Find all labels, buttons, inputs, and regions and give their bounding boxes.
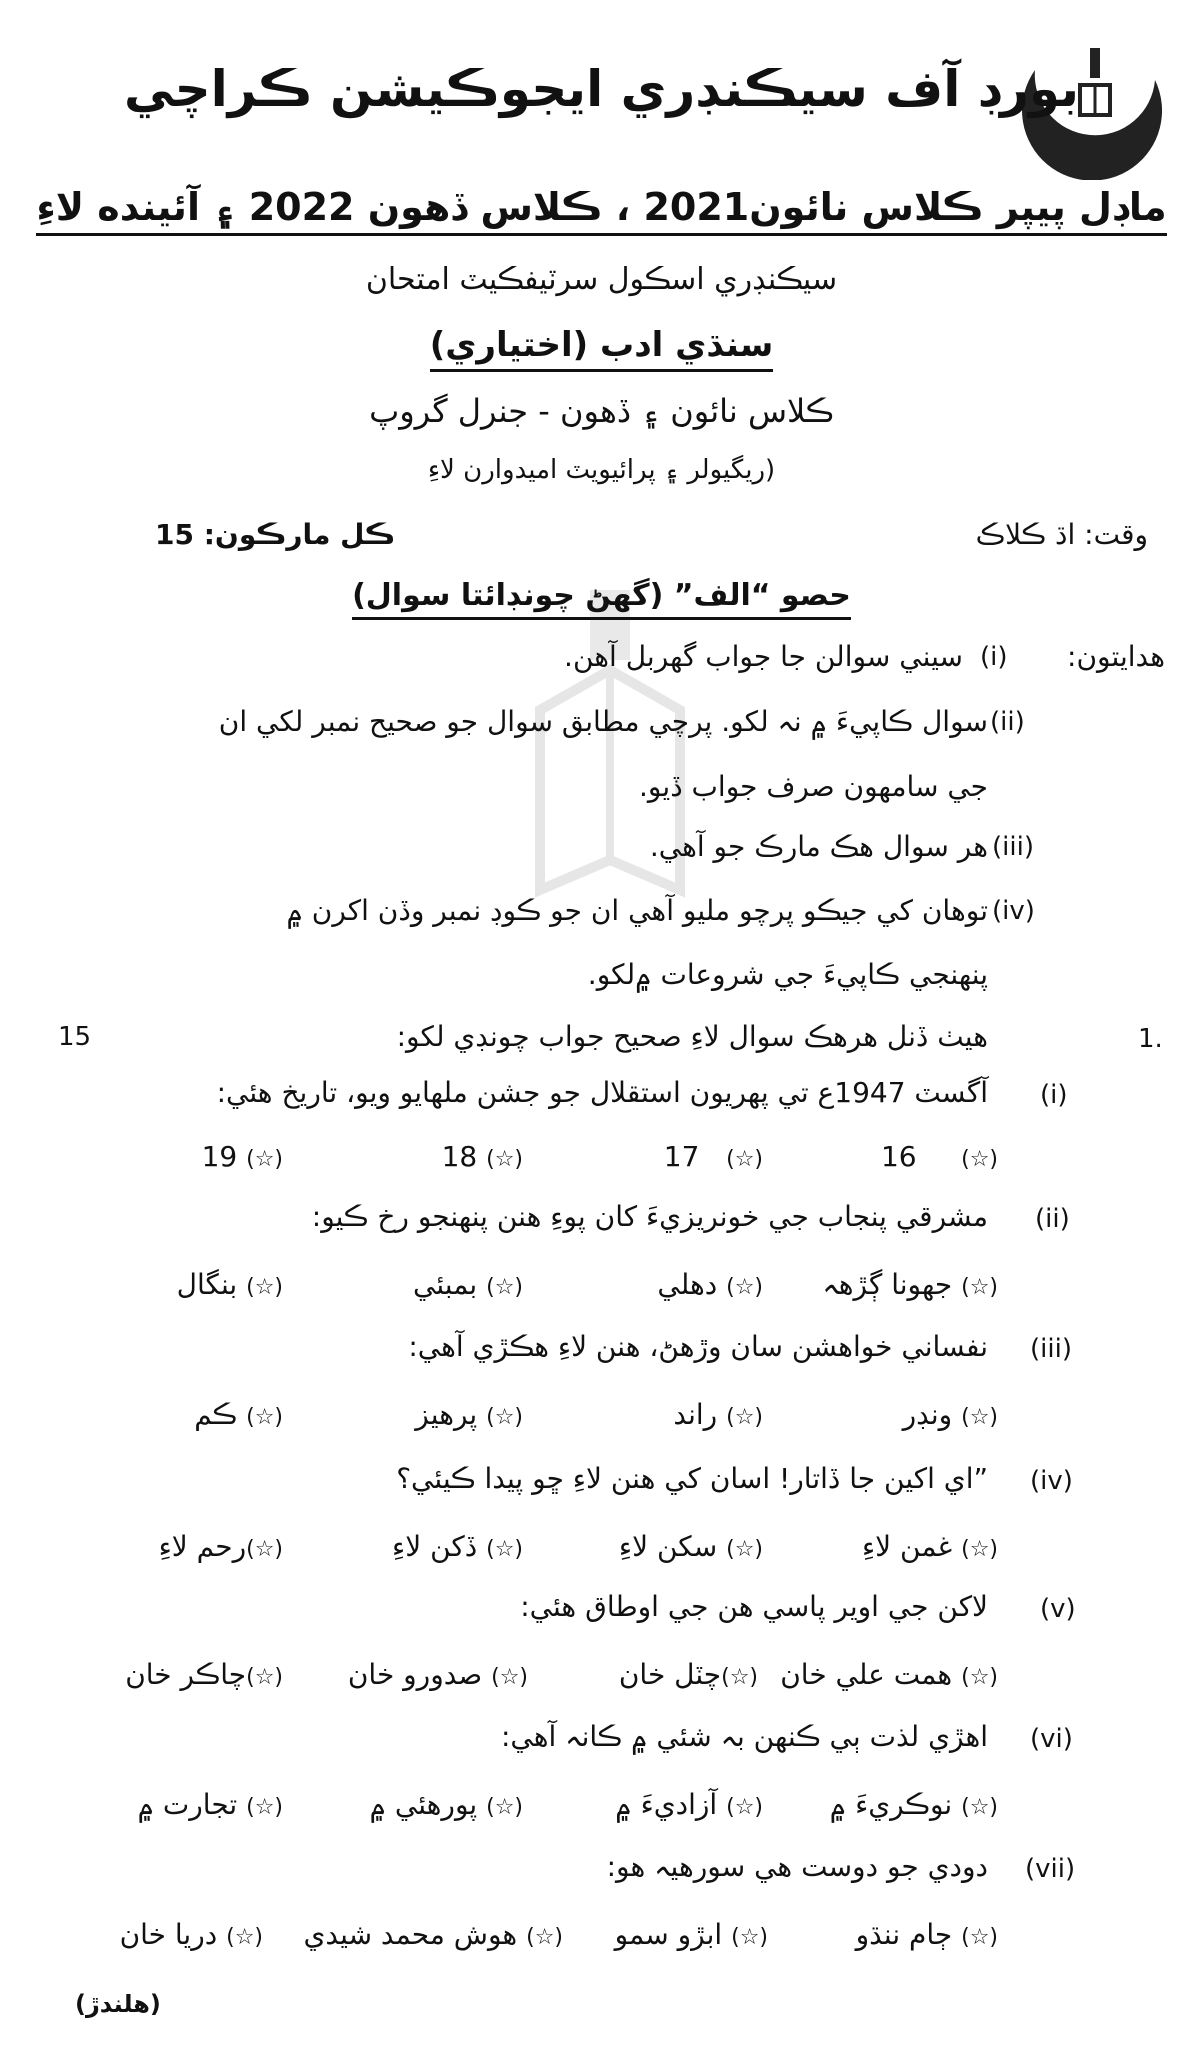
option-c[interactable] — [415, 1398, 523, 1431]
time-allowed: وقت: اڌ ڪلاڪ — [975, 518, 1148, 551]
option-text: غمن لاءِ — [862, 1530, 953, 1563]
part-number: (iv) — [1030, 1466, 1073, 1496]
option-text: ڪم — [194, 1398, 238, 1431]
option-c[interactable] — [392, 1530, 523, 1563]
instruction-number: (iii) — [992, 832, 1034, 862]
option-b[interactable] — [664, 1140, 763, 1173]
option-c[interactable] — [304, 1918, 564, 1951]
candidates-note: (ريگيولر ۽ پرائيويٽ اميدوارن لاءِ — [427, 455, 776, 485]
option-text: راند — [673, 1398, 718, 1431]
option-text: تجارت ۾ — [137, 1788, 238, 1821]
option-marker: (☆) — [526, 1925, 563, 1950]
option-text: پورهئي ۾ — [369, 1788, 478, 1821]
part-question-text: نفساني خواهشن سان وڙهڻ، هنن لاءِ هڪڙي آهي: — [408, 1330, 988, 1363]
option-text: چاڪر خان — [125, 1658, 247, 1691]
option-text: بنگال — [176, 1268, 238, 1301]
class-group: ڪلاس نائون ۽ ڏهون - جنرل گروپ — [369, 392, 834, 430]
option-text: ڏکن لاءِ — [392, 1530, 478, 1563]
instruction-text-continued: پنهنجي ڪاپيءَ جي شروعات ۾لکو. — [587, 958, 988, 991]
option-text: نوڪريءَ ۾ — [829, 1788, 953, 1821]
option-d[interactable] — [138, 1788, 283, 1821]
option-marker: (☆) — [961, 1925, 998, 1950]
option-a[interactable] — [780, 1658, 998, 1691]
option-marker: (☆) — [491, 1665, 528, 1690]
option-marker: (☆) — [961, 1405, 998, 1430]
option-text: بمبئي — [412, 1268, 478, 1301]
option-text: دهلي — [657, 1268, 718, 1301]
option-d[interactable] — [159, 1530, 283, 1563]
part-number: (ii) — [1035, 1204, 1070, 1234]
instruction-number: (ii) — [990, 707, 1025, 737]
option-text: 18 — [441, 1140, 478, 1173]
option-c[interactable] — [370, 1788, 523, 1821]
option-text: دريا خان — [119, 1918, 218, 1951]
model-paper-title — [0, 185, 1203, 229]
exam-name: سيڪنڊري اسڪول سرٽيفڪيٽ امتحان — [365, 262, 838, 297]
option-marker: (☆) — [726, 1275, 763, 1300]
option-marker: (☆) — [486, 1795, 523, 1820]
option-c[interactable] — [442, 1140, 523, 1173]
option-d[interactable] — [202, 1140, 283, 1173]
option-d[interactable] — [177, 1268, 283, 1301]
option-text: ابڙو سمو — [614, 1918, 723, 1951]
part-question-text: آگسٽ 1947ع تي پهريون استقلال جو جشن ملهايو ويو، تاريخ هئي: — [216, 1076, 988, 1109]
instruction-text: توهان کي جيڪو پرچو مليو آهي ان جو ڪوڊ نمبر وڏن اکرن ۾ — [286, 894, 988, 927]
option-text: صدورو خان — [347, 1658, 483, 1691]
option-marker: (☆) — [961, 1795, 998, 1820]
option-text: سکن لاءِ — [618, 1530, 718, 1563]
option-b[interactable] — [673, 1398, 763, 1431]
option-d[interactable] — [194, 1398, 283, 1431]
option-marker: (☆) — [726, 1147, 763, 1172]
board-title: بورڊ آف سيڪنڊري ايجوڪيشن ڪراچي — [124, 60, 1079, 118]
option-marker: (☆) — [486, 1405, 523, 1430]
option-b[interactable] — [619, 1530, 763, 1563]
part-number: (v) — [1040, 1594, 1076, 1624]
instruction-text: هر سوال هڪ مارڪ جو آهي. — [649, 830, 988, 863]
option-marker: (☆) — [486, 1537, 523, 1562]
option-text: ڄام ننڌو — [855, 1918, 953, 1951]
option-marker: (☆) — [731, 1925, 768, 1950]
option-a[interactable] — [862, 1530, 998, 1563]
question-text: هيٺ ڏنل هرهڪ سوال لاءِ صحيح جواب چونڊي لکو: — [396, 1020, 988, 1053]
instructions-label: هدايتون: — [1067, 640, 1165, 673]
option-a[interactable] — [903, 1398, 998, 1431]
option-d[interactable] — [120, 1918, 263, 1951]
part-question-text: ”اي اکين جا ڏاتار! اسان کي هنن لاءِ ڇو پيدا ڪيئي؟ — [396, 1462, 988, 1495]
section-heading-text: حصو “الف” (گهڻ چونڊائتا سوال) — [352, 578, 851, 620]
option-marker: (☆) — [246, 1795, 283, 1820]
option-d[interactable] — [125, 1658, 283, 1691]
option-a[interactable] — [830, 1788, 998, 1821]
option-marker: (☆) — [486, 1275, 523, 1300]
question-number: 1. — [1138, 1024, 1163, 1054]
option-text: هوش محمد شيدي — [303, 1918, 518, 1951]
option-text: 19 — [201, 1140, 238, 1173]
model-paper-title-text: ماڊل پيپر ڪلاس نائون2021 ، ڪلاس ڏهون 2022 ۽ آئينده لاءِ — [36, 185, 1166, 236]
option-text: جهونا ڳڙهہ — [822, 1268, 953, 1301]
option-marker: (☆) — [961, 1147, 998, 1172]
option-text: همت علي خان — [780, 1658, 953, 1691]
instruction-text: سيني سوالن جا جواب گهربل آهن. — [564, 640, 963, 673]
option-c[interactable] — [413, 1268, 523, 1301]
option-c[interactable] — [348, 1658, 528, 1691]
option-b[interactable] — [657, 1268, 763, 1301]
option-marker: (☆) — [246, 1537, 283, 1562]
option-a[interactable] — [856, 1918, 998, 1951]
option-marker: (☆) — [226, 1925, 263, 1950]
option-marker: (☆) — [246, 1665, 283, 1690]
option-text: چٽل خان — [618, 1658, 722, 1691]
part-number: (iii) — [1030, 1334, 1072, 1364]
question-marks: 15 — [58, 1022, 92, 1052]
option-marker: (☆) — [726, 1405, 763, 1430]
part-number: (i) — [1040, 1080, 1068, 1110]
part-question-text: مشرقي پنجاب جي خونريزيءَ کان پوءِ هنن پنهنجو رخ ڪيو: — [311, 1200, 988, 1233]
section-heading — [0, 578, 1203, 613]
option-text: رحم لاءِ — [158, 1530, 247, 1563]
option-a[interactable] — [881, 1140, 998, 1173]
part-question-text: لاکن جي اوير پاسي هن جي اوطاق هئي: — [520, 1590, 988, 1623]
part-question-text: اهڙي لذت ٻي ڪنهن بہ شئي ۾ ڪانہ آهي: — [500, 1720, 988, 1753]
subject-title-text: سنڌي ادب (اختياري) — [430, 325, 774, 372]
option-marker: (☆) — [961, 1665, 998, 1690]
option-marker: (☆) — [961, 1275, 998, 1300]
instruction-text: سوال ڪاپيءَ ۾ نہ لکو. پرچي مطابق سوال جو صحيح نمبر لکي ان — [218, 705, 988, 738]
total-marks: ڪل مارڪون: 15 — [155, 518, 396, 551]
option-marker: (☆) — [246, 1147, 283, 1172]
part-number: (vii) — [1025, 1854, 1076, 1884]
option-marker: (☆) — [721, 1665, 758, 1690]
option-text: 17 — [663, 1140, 700, 1173]
option-b[interactable] — [615, 1918, 768, 1951]
instruction-text-continued: جي سامهون صرف جواب ڏيو. — [639, 770, 988, 803]
part-question-text: دودي جو دوست هي سورهيہ هو: — [606, 1850, 988, 1883]
option-text: پرهيز — [415, 1398, 478, 1431]
option-marker: (☆) — [246, 1405, 283, 1430]
option-marker: (☆) — [726, 1795, 763, 1820]
option-a[interactable] — [822, 1268, 998, 1301]
option-b[interactable] — [619, 1658, 758, 1691]
instruction-number: (iv) — [992, 896, 1035, 926]
option-marker: (☆) — [246, 1275, 283, 1300]
option-b[interactable] — [615, 1788, 763, 1821]
part-number: (vi) — [1030, 1724, 1073, 1754]
instruction-number: (i) — [980, 642, 1008, 672]
continued-note: (هلندڙ) — [75, 1990, 161, 2018]
option-text: آزاديءَ ۾ — [615, 1788, 718, 1821]
option-marker: (☆) — [961, 1537, 998, 1562]
subject-title — [0, 325, 1203, 365]
option-marker: (☆) — [486, 1147, 523, 1172]
option-text: ونڊر — [902, 1398, 953, 1431]
option-marker: (☆) — [726, 1537, 763, 1562]
option-text: 16 — [880, 1140, 917, 1173]
